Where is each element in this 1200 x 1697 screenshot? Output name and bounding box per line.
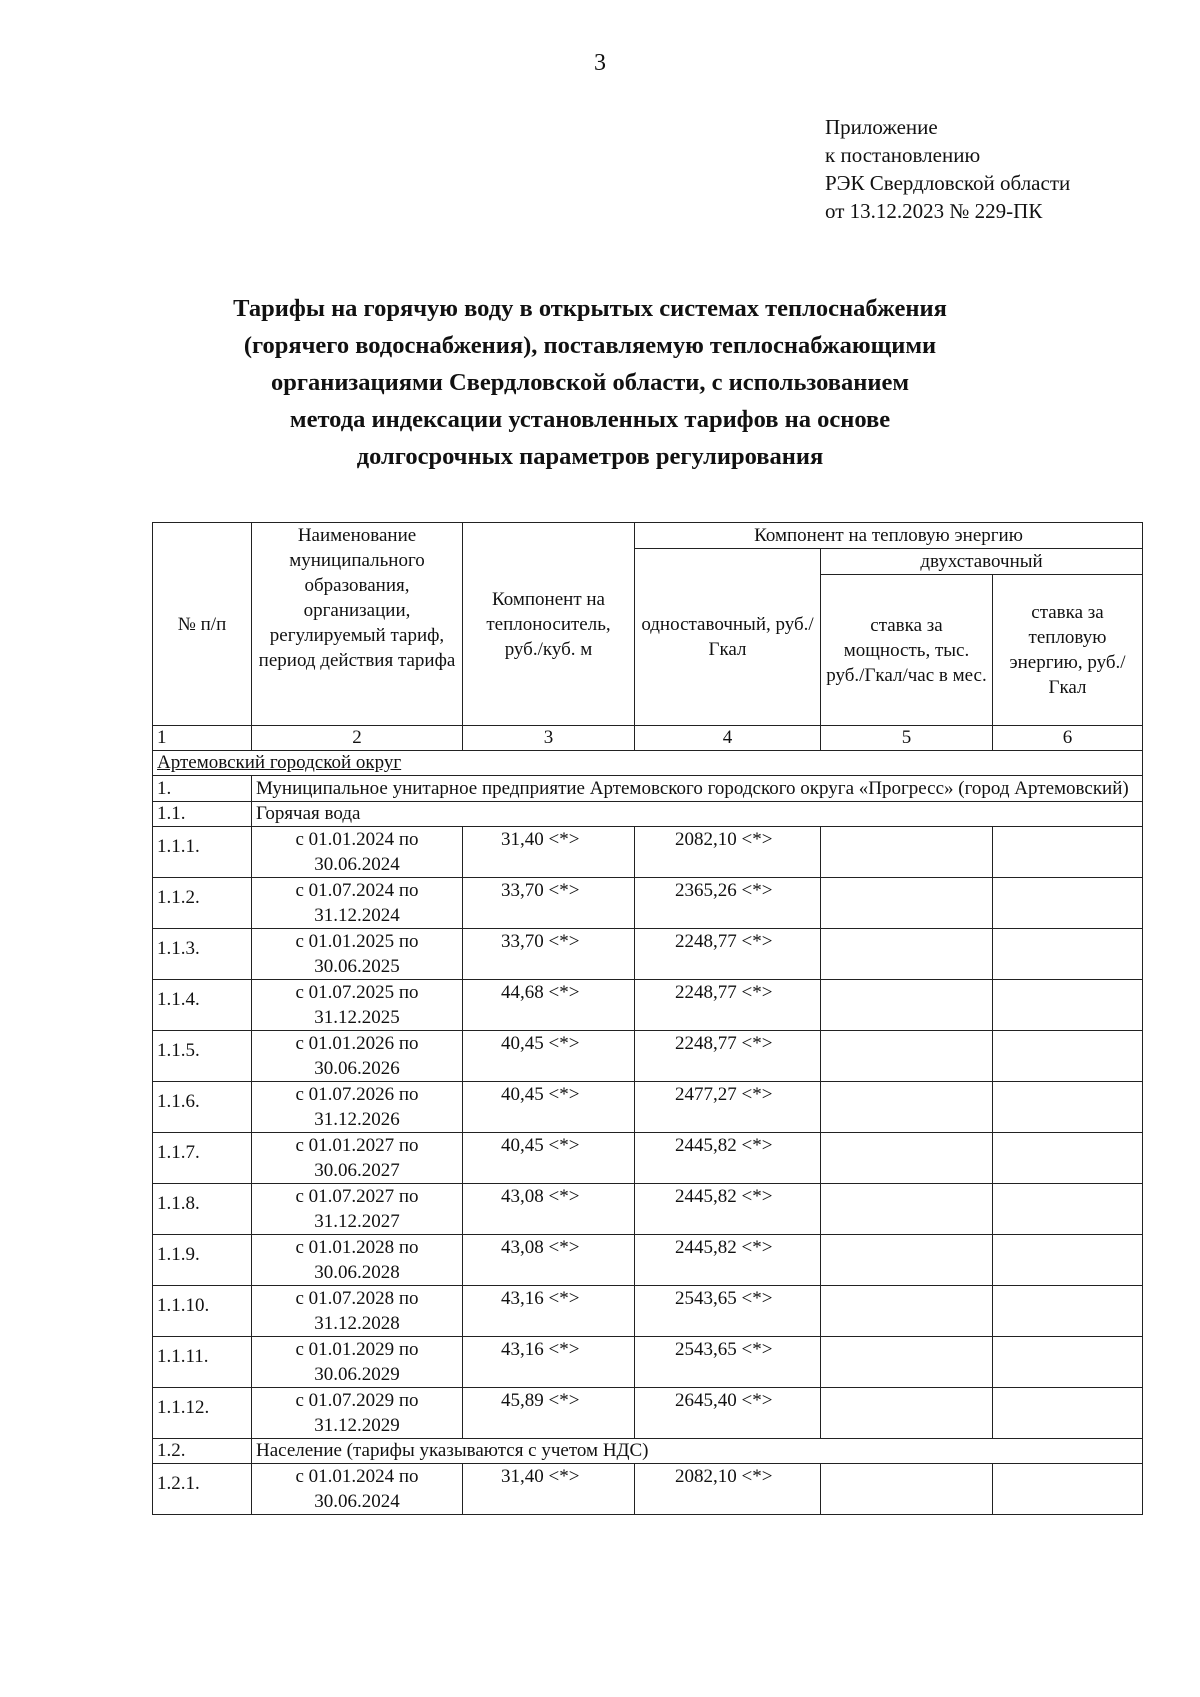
row-carrier: 33,70 <*> [463,878,635,929]
column-numbers-row [153,726,1143,751]
table-row [153,1184,1143,1235]
row-period: с 01.01.2026 по 30.06.2026 [252,1031,463,1082]
row-num: 1.1.8. [153,1184,252,1235]
row-num: 1.1.1. [153,827,252,878]
column-number: 4 [635,726,821,751]
page-number: 3 [594,50,606,76]
row-capacity [821,1184,993,1235]
column-number: 5 [821,726,993,751]
row-energy [993,1464,1143,1515]
group-num: 1.2. [153,1439,252,1464]
row-num: 1.1.12. [153,1388,252,1439]
appendix-line: РЭК Свердловской области [825,171,1071,195]
row-carrier: 33,70 <*> [463,929,635,980]
title-line: организациями Свердловской области, с использованием [270,369,910,396]
row-period: с 01.07.2026 по 31.12.2026 [252,1082,463,1133]
row-energy [993,878,1143,929]
row-capacity [821,1235,993,1286]
row-capacity [821,1031,993,1082]
table-row [153,929,1143,980]
row-single: 2365,26 <*> [635,878,821,929]
row-single: 2645,40 <*> [635,1388,821,1439]
row-carrier: 43,16 <*> [463,1286,635,1337]
org-num: 1. [153,776,252,802]
row-energy [993,1337,1143,1388]
row-num: 1.1.9. [153,1235,252,1286]
table-row [153,1082,1143,1133]
table-row [153,1286,1143,1337]
title-line: (горячего водоснабжения), поставляемую теплоснабжающими [243,332,937,359]
row-num: 1.1.5. [153,1031,252,1082]
row-energy [993,1235,1143,1286]
appendix-line: Приложение [825,115,938,139]
row-capacity [821,1464,993,1515]
appendix-line: к постановлению [825,143,981,167]
row-period: с 01.01.2029 по 30.06.2029 [252,1337,463,1388]
organization-row [153,776,1143,802]
row-capacity [821,929,993,980]
row-carrier: 45,89 <*> [463,1388,635,1439]
row-num: 1.1.11. [153,1337,252,1388]
row-num: 1.1.7. [153,1133,252,1184]
document-title [150,290,1030,475]
row-single: 2477,27 <*> [635,1082,821,1133]
row-single: 2248,77 <*> [635,929,821,980]
row-num: 1.1.6. [153,1082,252,1133]
hot-water-rows [153,827,1143,1439]
row-single: 2543,65 <*> [635,1286,821,1337]
row-single: 2248,77 <*> [635,1031,821,1082]
table-row [153,1235,1143,1286]
table-row [153,1133,1143,1184]
row-carrier: 43,08 <*> [463,1235,635,1286]
row-energy [993,827,1143,878]
row-single: 2082,10 <*> [635,1464,821,1515]
row-carrier: 40,45 <*> [463,1031,635,1082]
row-energy [993,1388,1143,1439]
row-single: 2248,77 <*> [635,980,821,1031]
appendix-line: от 13.12.2023 № 229-ПК [825,199,1043,223]
column-number: 6 [993,726,1143,751]
row-carrier: 43,16 <*> [463,1337,635,1388]
row-num: 1.1.10. [153,1286,252,1337]
row-carrier: 31,40 <*> [463,827,635,878]
title-line: метода индексации установленных тарифов на основе [289,406,891,433]
header-energy-group: Компонент на тепловую энергию [635,523,1143,549]
row-period: с 01.01.2028 по 30.06.2028 [252,1235,463,1286]
table-row [153,878,1143,929]
row-energy [993,980,1143,1031]
table-row [153,1337,1143,1388]
table-row [153,1464,1143,1515]
row-single: 2543,65 <*> [635,1337,821,1388]
column-number: 2 [252,726,463,751]
row-energy [993,1133,1143,1184]
population-rows [153,1464,1143,1515]
table-row [153,980,1143,1031]
column-number: 3 [463,726,635,751]
row-capacity [821,1337,993,1388]
row-period: с 01.01.2027 по 30.06.2027 [252,1133,463,1184]
row-energy [993,1082,1143,1133]
row-single: 2445,82 <*> [635,1133,821,1184]
group-name: Население (тарифы указываются с учетом НДС) [252,1439,1143,1464]
title-line: Тарифы на горячую воду в открытых системах теплоснабжения [233,295,947,322]
row-period: с 01.07.2027 по 31.12.2027 [252,1184,463,1235]
column-number: 1 [153,726,252,751]
row-capacity [821,1082,993,1133]
row-energy [993,1286,1143,1337]
row-num: 1.1.4. [153,980,252,1031]
row-capacity [821,878,993,929]
row-num: 1.2.1. [153,1464,252,1515]
row-num: 1.1.2. [153,878,252,929]
group-row [153,1439,1143,1464]
header-capacity: ставка за мощность, тыс. руб./Гкал/час в мес. [821,575,993,726]
row-period: с 01.07.2025 по 31.12.2025 [252,980,463,1031]
row-capacity [821,1388,993,1439]
row-single: 2082,10 <*> [635,827,821,878]
row-single: 2445,82 <*> [635,1235,821,1286]
header-energy: ставка за тепловую энергию, руб./Гкал [993,575,1143,726]
row-energy [993,1031,1143,1082]
table-row [153,1388,1143,1439]
header-two-part: двухставочный [821,549,1143,575]
row-carrier: 43,08 <*> [463,1184,635,1235]
row-capacity [821,827,993,878]
appendix-block [825,113,1070,225]
header-single: одноставочный, руб./Гкал [635,549,821,726]
row-capacity [821,1133,993,1184]
header-name: Наименование муниципального образования, организации, регулируемый тариф, период действия тарифа [252,523,463,726]
row-carrier: 40,45 <*> [463,1133,635,1184]
row-num: 1.1.3. [153,929,252,980]
row-period: с 01.07.2024 по 31.12.2024 [252,878,463,929]
org-name: Муниципальное унитарное предприятие Артемовского городского округа «Прогресс» (город Артемовский) [252,776,1143,802]
row-carrier: 40,45 <*> [463,1082,635,1133]
row-capacity [821,1286,993,1337]
group-name: Горячая вода [252,802,1143,827]
group-row [153,802,1143,827]
title-line: долгосрочных параметров регулирования [356,443,824,470]
header-carrier: Компонент на теплоноситель, руб./куб. м [463,523,635,726]
row-energy [993,929,1143,980]
row-carrier: 44,68 <*> [463,980,635,1031]
section-title: Артемовский городской округ [153,751,1143,776]
header-num: № п/п [153,523,252,726]
table-row [153,827,1143,878]
row-period: с 01.07.2028 по 31.12.2028 [252,1286,463,1337]
row-period: с 01.01.2024 по 30.06.2024 [252,827,463,878]
row-period: с 01.01.2024 по 30.06.2024 [252,1464,463,1515]
group-num: 1.1. [153,802,252,827]
table-row [153,1031,1143,1082]
section-row [153,751,1143,776]
row-period: с 01.07.2029 по 31.12.2029 [252,1388,463,1439]
row-energy [993,1184,1143,1235]
row-period: с 01.01.2025 по 30.06.2025 [252,929,463,980]
row-single: 2445,82 <*> [635,1184,821,1235]
tariff-table [152,522,1143,1515]
row-carrier: 31,40 <*> [463,1464,635,1515]
row-capacity [821,980,993,1031]
